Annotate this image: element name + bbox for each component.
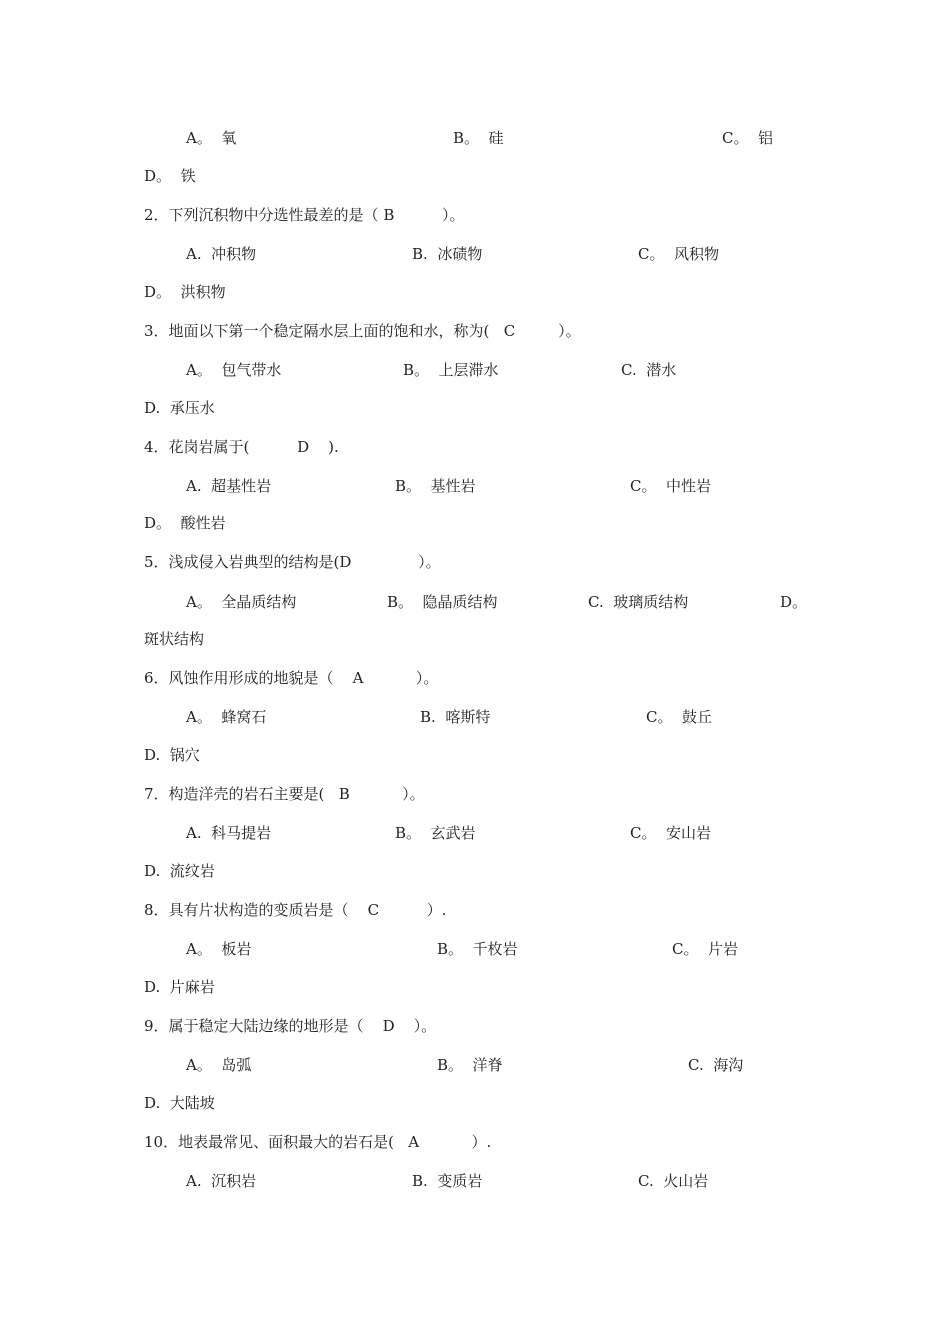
q10-option-c: C. 火山岩	[638, 1172, 709, 1190]
q6-stem: 6．风蚀作用形成的地貌是（ A ）。	[144, 669, 439, 687]
q6-option-a: A。 蜂窝石	[186, 708, 267, 726]
q8-option-d: D. 片麻岩	[144, 978, 215, 996]
q4-option-c: C。 中性岩	[630, 477, 712, 495]
q6-option-d: D. 锅穴	[144, 746, 200, 764]
q3-option-d: D. 承压水	[144, 399, 215, 417]
q6-option-c: C。 鼓丘	[646, 708, 713, 726]
q2-option-c: C。 风积物	[638, 245, 720, 263]
q8-stem: 8．具有片状构造的变质岩是（ C ）.	[144, 901, 447, 919]
q5-option-c: C. 玻璃质结构	[588, 593, 689, 611]
q8-option-b: B。 千枚岩	[437, 940, 518, 958]
q2-option-b: B. 冰碛物	[412, 245, 483, 263]
q2-stem: 2．下列沉积物中分选性最差的是（ B ）。	[144, 206, 465, 224]
q4-option-d: D。 酸性岩	[144, 514, 226, 532]
q5-option-b: B。 隐晶质结构	[387, 593, 498, 611]
q1-option-a: A。 氧	[186, 129, 237, 147]
q3-stem: 3．地面以下第一个稳定隔水层上面的饱和水，称为( C ）。	[144, 322, 581, 340]
q7-option-a: A. 科马提岩	[186, 824, 272, 842]
q4-stem: 4．花岗岩属于( D ).	[144, 438, 339, 456]
q2-option-a: A. 冲积物	[186, 245, 257, 263]
q9-option-b: B。 洋脊	[437, 1056, 503, 1074]
q8-option-c: C。 片岩	[672, 940, 739, 958]
q7-option-d: D. 流纹岩	[144, 862, 215, 880]
q9-option-d: D. 大陆坡	[144, 1094, 215, 1112]
q10-option-a: A. 沉积岩	[186, 1172, 257, 1190]
q9-option-c: C. 海沟	[688, 1056, 744, 1074]
q4-option-b: B。 基性岩	[395, 477, 476, 495]
q3-option-b: B。 上层滞水	[403, 361, 499, 379]
q5-option-d-text: 斑状结构	[144, 630, 205, 648]
q2-option-d: D。 洪积物	[144, 283, 226, 301]
q8-option-a: A。 板岩	[186, 940, 252, 958]
q5-option-a: A。 全晶质结构	[186, 593, 297, 611]
q7-stem: 7．构造洋壳的岩石主要是( B ）。	[144, 785, 425, 803]
q7-option-c: C。 安山岩	[630, 824, 712, 842]
q1-option-c: C。 铝	[722, 129, 774, 147]
q3-option-c: C. 潜水	[621, 361, 677, 379]
q5-stem: 5．浅成侵入岩典型的结构是(D ）。	[144, 553, 441, 571]
q6-option-b: B. 喀斯特	[420, 708, 491, 726]
q9-stem: 9．属于稳定大陆边缘的地形是（ D ）。	[144, 1017, 437, 1035]
q1-option-b: B。 硅	[453, 129, 504, 147]
q1-option-d: D。 铁	[144, 167, 196, 185]
q5-option-d-label: D。	[780, 593, 808, 611]
q10-stem: 10．地表最常见、面积最大的岩石是( A ）.	[144, 1133, 492, 1151]
q7-option-b: B。 玄武岩	[395, 824, 476, 842]
q3-option-a: A。 包气带水	[186, 361, 282, 379]
q10-option-b: B. 变质岩	[412, 1172, 483, 1190]
q9-option-a: A。 岛弧	[186, 1056, 252, 1074]
q4-option-a: A. 超基性岩	[186, 477, 272, 495]
